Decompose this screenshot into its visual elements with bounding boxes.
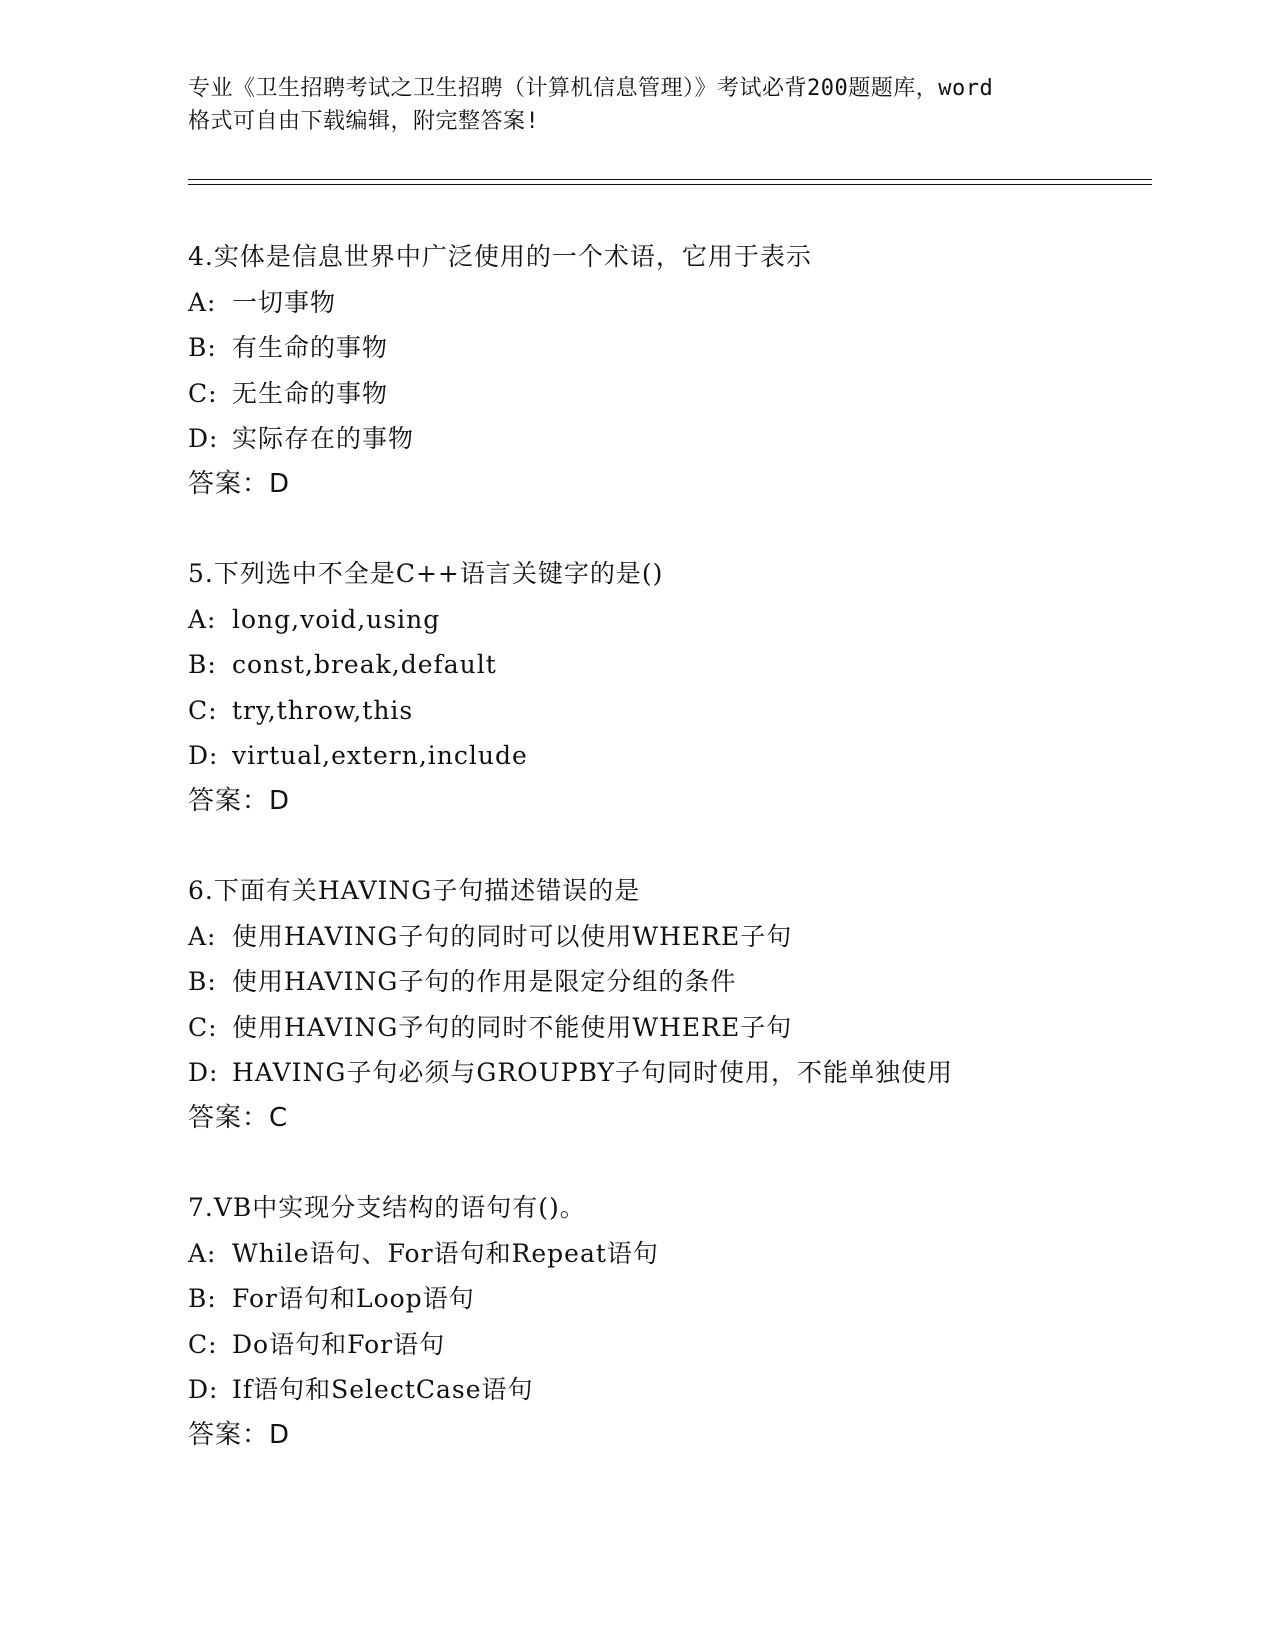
header-divider-bottom xyxy=(188,184,1152,185)
question-stem: 4.实体是信息世界中广泛使用的一个术语，它用于表示 xyxy=(188,242,812,271)
option-key: D: xyxy=(188,1058,219,1087)
option-c xyxy=(188,1322,1148,1368)
question-stem: 5.下列选中不全是C++语言关键字的是() xyxy=(188,559,664,588)
option-key: B: xyxy=(188,967,217,996)
option-text: For语句和Loop语句 xyxy=(232,1284,475,1313)
question-7 xyxy=(188,1185,1148,1458)
answer: 答案：D xyxy=(188,1419,291,1450)
header-line-1: 专业《卫生招聘考试之卫生招聘（计算机信息管理）》考试必背200题题库，word xyxy=(188,76,994,101)
option-key: A: xyxy=(188,1238,217,1268)
option-key: B: xyxy=(188,333,217,362)
answer: 答案：D xyxy=(188,468,291,499)
option-key: C: xyxy=(188,695,218,725)
option-text: 使用HAVING子句的同时可以使用WHERE子句 xyxy=(232,921,793,951)
option-text: 无生命的事物 xyxy=(232,378,389,408)
option-text: const,break,default xyxy=(232,650,497,679)
option-b xyxy=(188,959,1148,1005)
question-4 xyxy=(188,234,1148,507)
option-text: HAVING子句必须与GROUPBY子句同时使用，不能单独使用 xyxy=(232,1058,954,1087)
question-5 xyxy=(188,551,1148,824)
option-text: virtual,extern,include xyxy=(232,741,528,770)
option-c xyxy=(188,371,1148,417)
option-text: 实际存在的事物 xyxy=(232,424,415,453)
question-6 xyxy=(188,868,1148,1141)
header-line-2: 格式可自由下载编辑，附完整答案! xyxy=(188,109,540,134)
option-key: C: xyxy=(188,1012,218,1042)
option-a xyxy=(188,597,1148,643)
option-key: C: xyxy=(188,1329,218,1359)
option-text: long,void,using xyxy=(232,604,441,634)
option-c xyxy=(188,1005,1148,1051)
option-text: try,throw,this xyxy=(232,695,414,725)
option-d xyxy=(188,1367,1148,1413)
option-text: 一切事物 xyxy=(232,287,337,317)
question-stem: 7.VB中实现分支结构的语句有()。 xyxy=(188,1193,586,1222)
option-text: While语句、For语句和Repeat语句 xyxy=(232,1238,659,1268)
option-text: 使用HAVING子句的作用是限定分组的条件 xyxy=(232,967,737,996)
option-a xyxy=(188,280,1148,326)
answer: 答案：D xyxy=(188,785,291,816)
option-key: D: xyxy=(188,1375,219,1404)
option-key: A: xyxy=(188,287,217,317)
option-key: D: xyxy=(188,424,219,453)
question-list xyxy=(188,234,1148,1502)
option-key: B: xyxy=(188,1284,217,1313)
option-text: 使用HAVING予句的同时不能使用WHERE子句 xyxy=(232,1012,793,1042)
option-a xyxy=(188,1231,1148,1277)
answer: 答案：C xyxy=(188,1102,289,1133)
option-d xyxy=(188,733,1148,779)
option-key: A: xyxy=(188,604,217,634)
option-key: A: xyxy=(188,921,217,951)
option-b xyxy=(188,325,1148,371)
document-header xyxy=(188,72,1088,138)
header-divider-top xyxy=(188,179,1152,180)
option-d xyxy=(188,416,1148,462)
option-c xyxy=(188,688,1148,734)
option-text: If语句和SelectCase语句 xyxy=(232,1375,534,1404)
question-stem: 6.下面有关HAVING子句描述错误的是 xyxy=(188,876,641,905)
option-a xyxy=(188,914,1148,960)
option-text: Do语句和For语句 xyxy=(232,1329,446,1359)
option-key: D: xyxy=(188,741,219,770)
option-d xyxy=(188,1050,1148,1096)
option-key: B: xyxy=(188,650,217,679)
option-b xyxy=(188,1276,1148,1322)
option-b xyxy=(188,642,1148,688)
option-text: 有生命的事物 xyxy=(232,333,389,362)
option-key: C: xyxy=(188,378,218,408)
